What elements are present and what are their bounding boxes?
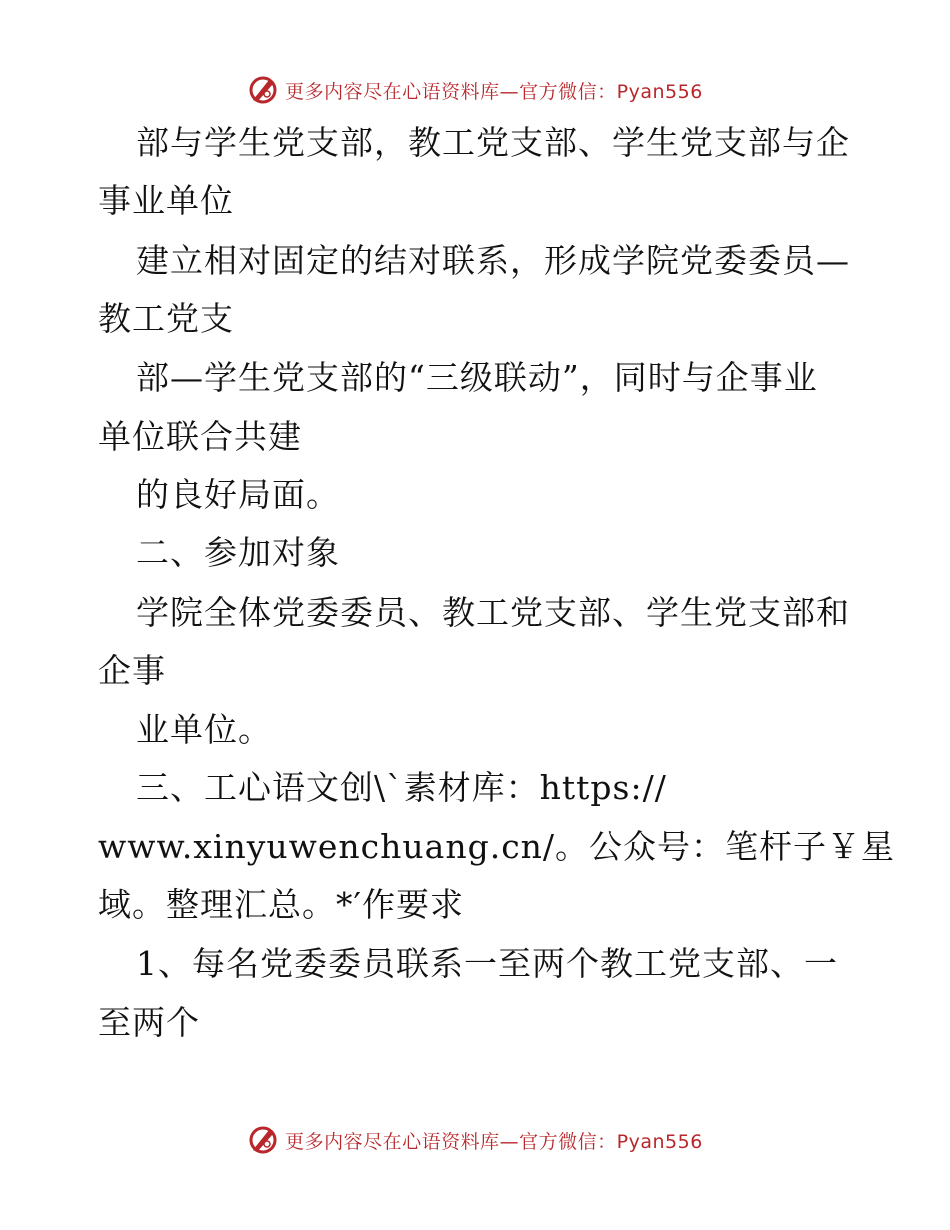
paragraph-line: 建立相对固定的结对联系，形成学院党委委员— xyxy=(136,241,850,280)
footer-banner-text: 更多内容尽在心语资料库—官方微信：Pyan556 xyxy=(285,1130,703,1153)
paragraph-line: 域。整理汇总。*′作要求 xyxy=(98,885,464,924)
section-heading: 二、参加对象 xyxy=(136,533,340,572)
paragraph-line: 的良好局面。 xyxy=(136,475,340,514)
paragraph-line: 至两个 xyxy=(98,1003,200,1042)
paragraph-line: 部与学生党支部，教工党支部、学生党支部与企 xyxy=(136,123,850,162)
paragraph-line: 学院全体党委委员、教工党支部、学生党支部和 xyxy=(136,593,850,632)
paragraph-line: 业单位。 xyxy=(136,710,272,749)
pen-logo-icon xyxy=(247,1124,279,1156)
pen-logo-icon xyxy=(247,74,279,106)
paragraph-line: 1、每名党委委员联系一至两个教工党支部、一 xyxy=(136,944,838,983)
paragraph-line: www.xinyuwenchuang.cn/。公众号：笔杆子￥星 xyxy=(98,827,896,866)
paragraph-line: 单位联合共建 xyxy=(98,417,302,456)
section-heading: 三、工心语文创\`素材库：https:// xyxy=(136,768,667,807)
header-banner-text: 更多内容尽在心语资料库—官方微信：Pyan556 xyxy=(285,80,703,103)
paragraph-line: 企事 xyxy=(98,651,166,690)
paragraph-line: 事业单位 xyxy=(98,181,234,220)
footer-banner xyxy=(0,1120,950,1160)
paragraph-line: 教工党支 xyxy=(98,299,234,338)
paragraph-line: 部—学生党支部的“三级联动”，同时与企事业 xyxy=(136,358,818,397)
header-banner xyxy=(0,70,950,110)
